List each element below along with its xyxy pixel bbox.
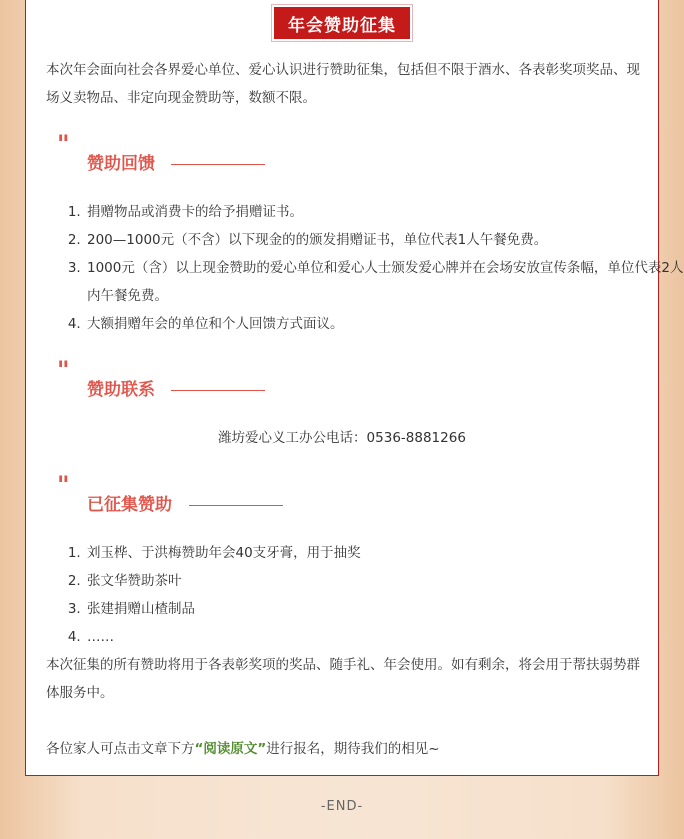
end-mark: -END-	[320, 799, 364, 814]
page-title: 年会赞助征集	[274, 7, 410, 39]
collected-list	[46, 539, 684, 651]
usage-note: 本次征集的所有赞助将用于各表彰奖项的奖品、随手礼、年会使用。如有剩余，将会用于帮扶弱势群体服务中。	[46, 657, 640, 701]
cta-text-after: 进行报名，期待我们的相见~	[266, 741, 440, 757]
quote-icon: "	[57, 130, 68, 158]
list-item: 1. 捐赠物品或消费卡的给予捐赠证书。	[85, 198, 684, 226]
cta-text-before: 各位家人可点击文章下方	[46, 741, 195, 757]
section-title-feedback: 赞助回馈	[87, 154, 155, 174]
list-item: 4. ……	[85, 623, 684, 651]
list-item: 1. 刘玉桦、于洪梅赞助年会40支牙膏，用于抽奖	[85, 539, 684, 567]
call-to-action	[46, 735, 646, 763]
list-item: 2. 张文华赞助茶叶	[85, 567, 684, 595]
section-divider	[189, 505, 283, 506]
section-divider	[171, 164, 265, 165]
list-item: 3. 张建捐赠山楂制品	[85, 595, 684, 623]
list-item: 4. 大额捐赠年会的单位和个人回馈方式面议。	[85, 310, 684, 338]
contact-phone: 潍坊爱心义工办公电话：0536-8881266	[218, 430, 466, 446]
section-title-collected: 已征集赞助	[87, 495, 172, 515]
feedback-list	[46, 198, 684, 338]
section-divider	[171, 390, 265, 391]
title-banner	[271, 4, 413, 42]
read-original-link[interactable]: “阅读原文”	[194, 741, 267, 757]
list-item: 2. 200—1000元（不含）以下现金的的颁发捐赠证书，单位代表1人午餐免费。	[85, 226, 684, 254]
list-item: 3. 1000元（含）以上现金赞助的爱心单位和爱心人士颁发爱心牌并在会场安放宣传条幅，单位代表2人内午餐免费。	[85, 254, 684, 310]
quote-icon: "	[57, 471, 68, 499]
quote-icon: "	[57, 356, 68, 384]
intro-paragraph: 本次年会面向社会各界爱心单位、爱心认识进行赞助征集，包括但不限于酒水、各表彰奖项奖品、现场义卖物品、非定向现金赞助等，数额不限。	[46, 62, 640, 106]
section-title-contact: 赞助联系	[87, 380, 155, 400]
